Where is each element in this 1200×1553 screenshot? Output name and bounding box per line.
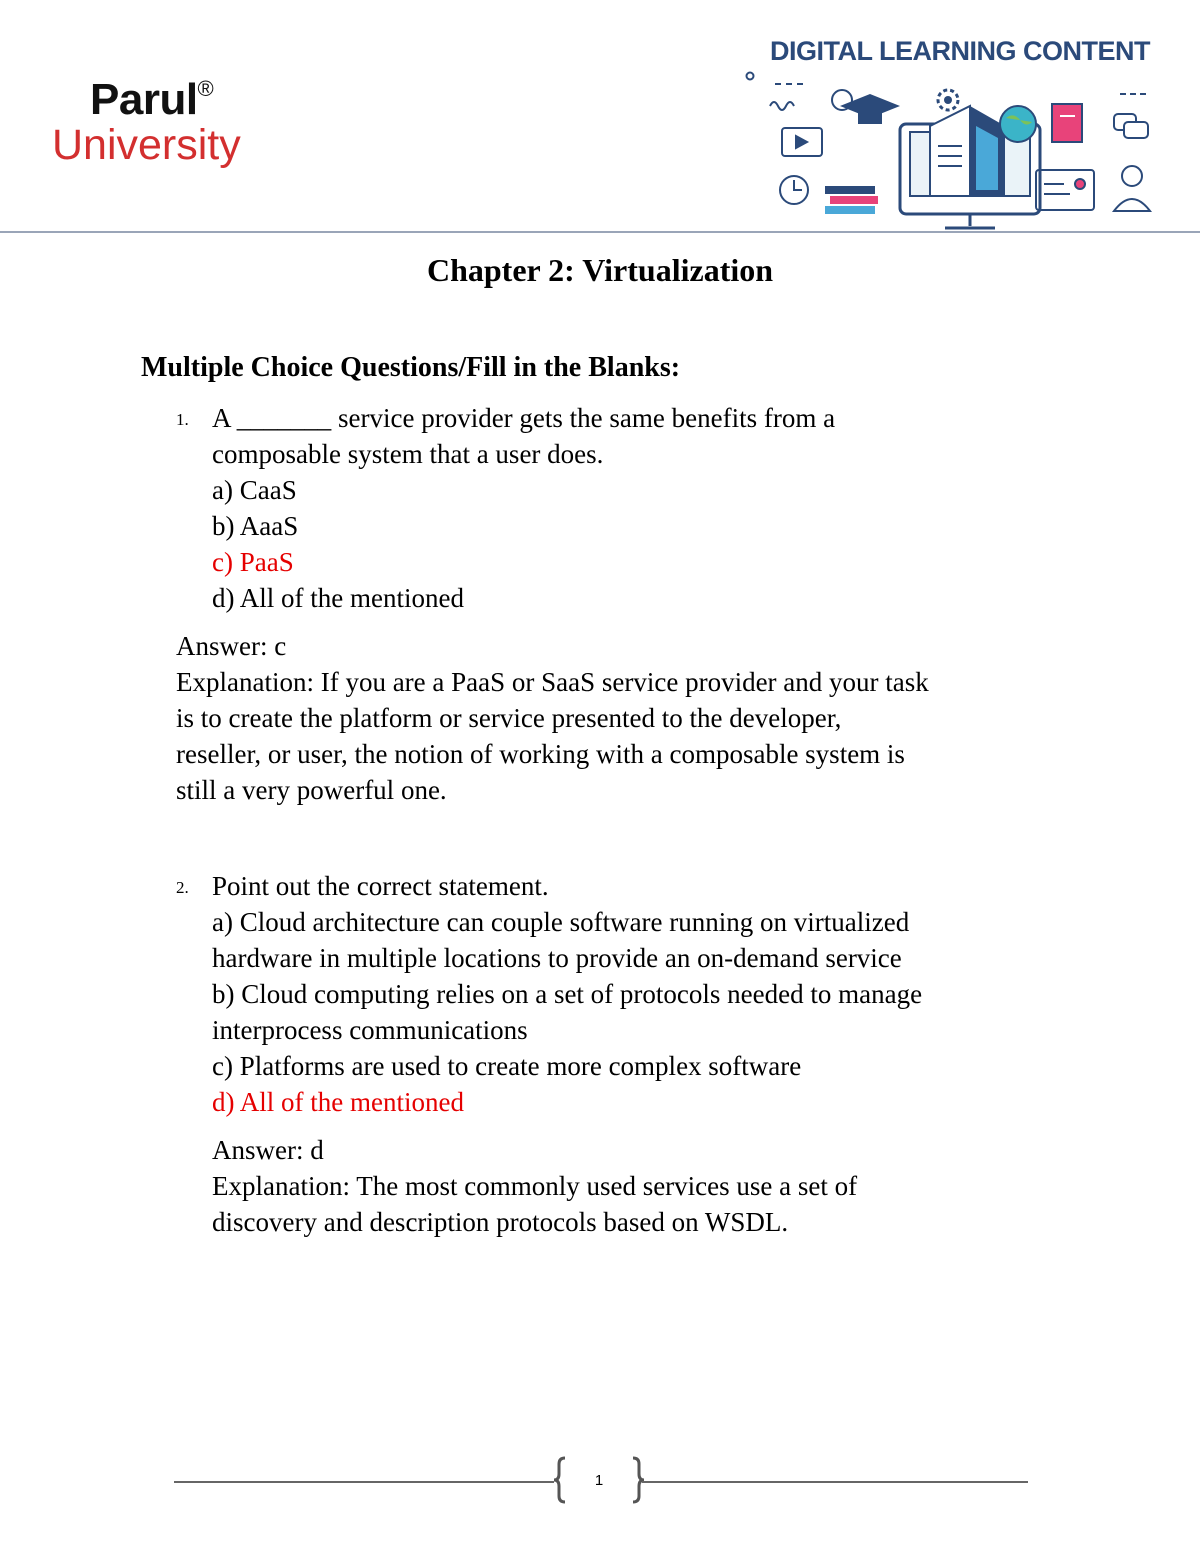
explanation-line: reseller, or user, the notion of working with a composable system is xyxy=(176,739,905,769)
right-brace-icon xyxy=(630,1456,646,1504)
chapter-title: Chapter 2: Virtualization xyxy=(426,252,774,288)
footer-rule-right xyxy=(642,1481,1028,1483)
chat-bubbles-icon xyxy=(1114,114,1148,138)
option-d: d) All of the mentioned xyxy=(212,583,464,613)
question-text: Point out the correct statement. xyxy=(212,871,549,901)
header-divider xyxy=(0,231,1200,233)
option-b-continued: interprocess communications xyxy=(212,1015,528,1045)
explanation-line: Explanation: If you are a PaaS or SaaS service provider and your task xyxy=(176,667,929,697)
university-logo xyxy=(52,75,241,169)
explanation-line: still a very powerful one. xyxy=(176,775,447,805)
explanation-line: discovery and description protocols based on WSDL. xyxy=(212,1207,789,1237)
option-d-correct: d) All of the mentioned xyxy=(212,1087,464,1117)
banner-title: DIGITAL LEARNING CONTENT xyxy=(770,36,1150,66)
answer-line: Answer: d xyxy=(212,1135,324,1165)
question-number: 1. xyxy=(176,410,189,429)
page-number: 1 xyxy=(594,1472,604,1489)
logo-bottom-text: University xyxy=(52,121,241,169)
option-b: b) Cloud computing relies on a set of protocols needed to manage xyxy=(212,979,923,1009)
option-a: a) CaaS xyxy=(212,475,297,505)
explanation-line: is to create the platform or service presented to the developer, xyxy=(176,703,842,733)
section-title: Multiple Choice Questions/Fill in the Blanks: xyxy=(141,352,681,383)
question-number: 2. xyxy=(176,878,189,897)
user-avatar-icon xyxy=(1114,166,1150,211)
notebook-icon xyxy=(1052,104,1082,142)
footer-rule-left xyxy=(174,1481,554,1483)
option-a: a) Cloud architecture can couple software running on virtualized xyxy=(212,907,910,937)
explanation-line: Explanation: The most commonly used services use a set of xyxy=(212,1171,858,1201)
book-icon xyxy=(930,106,1005,196)
stacked-books-icon xyxy=(825,186,878,214)
question-text: composable system that a user does. xyxy=(212,439,604,469)
option-b: b) AaaS xyxy=(212,511,299,541)
video-player-icon xyxy=(782,128,822,156)
decor-marks-icon xyxy=(736,66,1146,110)
logo-top-text: Parul xyxy=(90,75,198,124)
digital-learning-illustration xyxy=(730,66,1160,232)
answer-line: Answer: c xyxy=(176,631,287,661)
option-c: c) Platforms are used to create more complex software xyxy=(212,1051,802,1081)
option-a-continued: hardware in multiple locations to provide an on-demand service xyxy=(212,943,902,973)
clock-icon xyxy=(780,176,808,204)
left-brace-icon xyxy=(552,1456,568,1504)
logo-registered-mark: ® xyxy=(197,76,214,101)
globe-icon xyxy=(1000,106,1036,142)
question-text: A _______ service provider gets the same benefits from a xyxy=(212,403,836,433)
option-c-correct: c) PaaS xyxy=(212,547,294,577)
gear-icon xyxy=(938,90,958,110)
certificate-icon xyxy=(1036,170,1094,210)
graduation-cap-icon xyxy=(832,90,900,124)
